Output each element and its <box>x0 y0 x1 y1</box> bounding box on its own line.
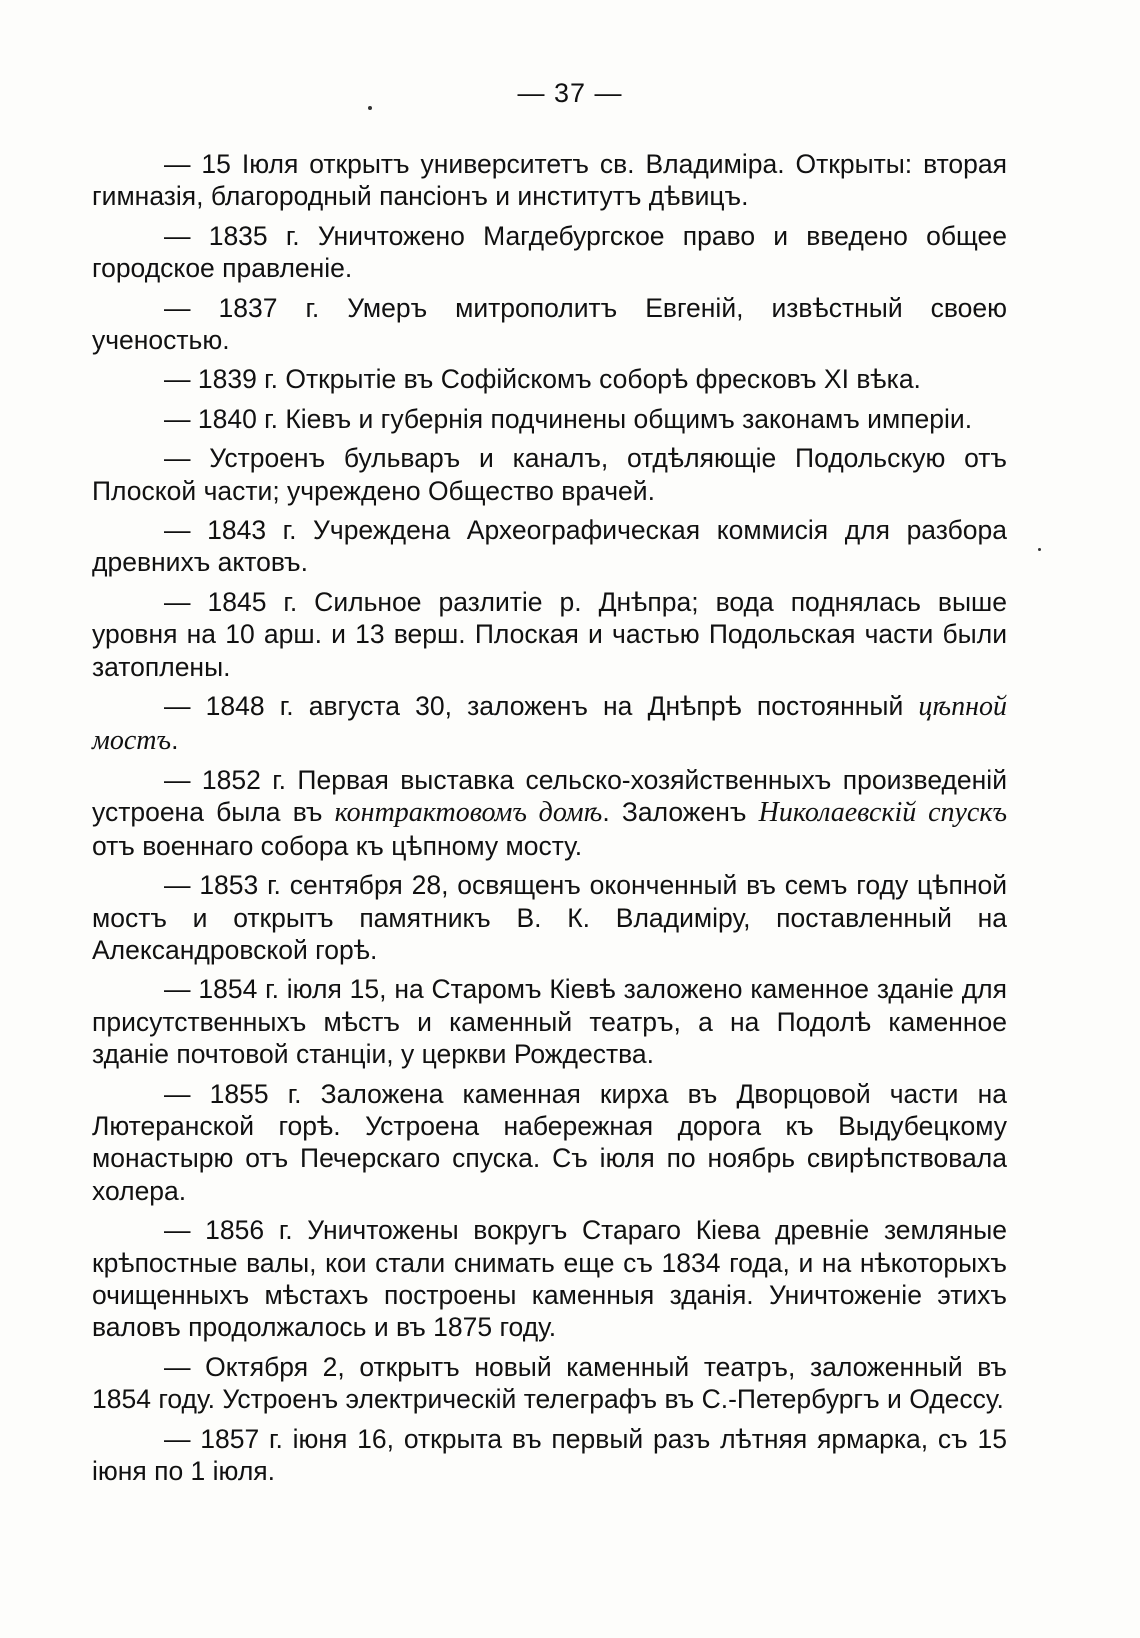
entry-text: — 1848 г. августа 30, заложенъ на Днѣпрѣ постоянный <box>164 691 919 722</box>
entry-1853: — 1853 г. сентября 28, освященъ оконченный въ семъ году цѣпной мостъ и открытъ памятникъ В. К. Владиміру, поставленный на Александровской горѣ. <box>92 870 1007 965</box>
entry-text: . <box>171 724 179 755</box>
entry-1845: — 1845 г. Сильное разлитіе р. Днѣпра; вода поднялась выше уровня на 10 арш. и 13 верш. Плоская и частью Подольская части были затоплены. <box>92 586 1007 682</box>
entry-boulevard: — Устроенъ бульваръ и каналъ, отдѣляющіе Подольскую отъ Плоской части; учреждено Общество врачей. <box>92 443 1007 506</box>
entry-theatre: — Октября 2, открытъ новый каменный театръ, заложенный въ 1854 году. Устроенъ электрическій телеграфъ въ С.-Петербургъ и Одессу. <box>92 1351 1007 1415</box>
entry-1856: — 1856 г. Уничтожены вокругъ Стараго Кіева древніе земляные крѣпостные валы, кои стали снимать еще съ 1834 года, и на нѣкоторыхъ очищенныхъ мѣстахъ построены каменныя зданія. Уничтоженіе этихъ валовъ продолжалось и въ 1875 году. <box>92 1215 1007 1343</box>
entry-1816: — 15 Іюля открытъ университетъ св. Владиміра. Открыты: вторая гимназія, благородный пансіонъ и институтъ дѣвицъ. <box>92 149 1007 212</box>
entry-1839: — 1839 г. Открытіе въ Софійскомъ соборѣ фресковъ XI вѣка. <box>164 364 921 395</box>
entry-1855: — 1855 г. Заложена каменная кирха въ Дворцовой части на Лютеранской горѣ. Устроена набережная дорога къ Выдубецкому монастырю отъ Печерскаго спуска. Съ іюля по ноябрь свирѣпствовала холера. <box>92 1078 1007 1206</box>
print-speck <box>368 106 372 110</box>
entry-text: . Заложенъ <box>602 797 759 828</box>
entry-text: отъ военнаго собора къ цѣпному мосту. <box>92 830 583 861</box>
italic-term: цѣпной мостъ <box>92 691 1007 756</box>
entry-1835: — 1835 г. Уничтожено Магдебургское право и введено общее городское правленіе. <box>92 220 1007 284</box>
italic-term: контрактовомъ домѣ <box>334 797 603 829</box>
entry-1857: — 1857 г. іюня 16, открыта въ первый разъ лѣтняя ярмарка, съ 15 іюня по 1 іюля. <box>92 1423 1007 1487</box>
entry-1840: — 1840 г. Кіевъ и губернія подчинены общимъ законамъ имперіи. <box>164 403 973 434</box>
entry-1848 <box>92 690 1007 757</box>
entry-1843: — 1843 г. Учреждена Археографическая коммисія для разбора древнихъ актовъ. <box>92 515 1007 578</box>
entry-1852 <box>92 764 1007 862</box>
entry-1837: — 1837 г. Умеръ митрополитъ Евгеній, извѣстный своею ученостью. <box>92 292 1007 356</box>
italic-term: Николаевскій спускъ <box>758 797 1007 829</box>
entry-text: — 1852 г. Первая выставка сельско-хозяйственныхъ произведеній устроена была въ <box>92 764 1007 828</box>
page-number: — 37 — <box>517 78 623 108</box>
chronicle-text <box>92 148 1007 1494</box>
print-speck <box>1038 548 1041 551</box>
entry-1854: — 1854 г. іюля 15, на Старомъ Кіевѣ заложено каменное зданіе для присутственныхъ мѣстъ и каменный театръ, а на Подолѣ каменное зданіе почтовой станціи, у церкви Рождества. <box>92 974 1007 1070</box>
